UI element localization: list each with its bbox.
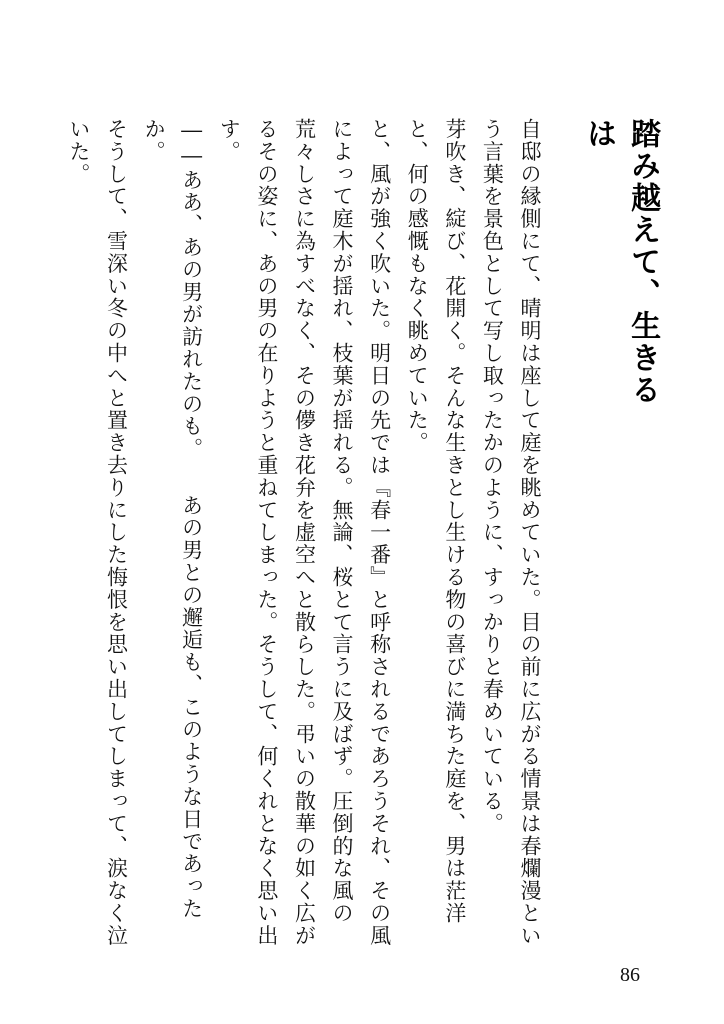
chapter-title: 踏み越えて、生きるは [581,118,661,406]
paragraph: と、風が強く吹いた。明日の先では『春一番』と呼称されるであろうそれ、その風によって庭木が揺れ、枝葉が揺れる。無論、桜とて言うに及ばず。圧倒的な風の荒々しさに為すべなく、その儚き花弁を虚空へと散らした。弔いの散華の如く広がるその姿に、あの男の在りようと重ねてしまった。そうして、何くれとなく思い出す。 [217,118,392,947]
body-text [66,118,548,958]
page-number: 86 [620,964,640,986]
paragraph: ――ああ、あの男が訪れたのも。 あの男との邂逅も、このような日であったか。 [142,118,204,920]
paragraph: そうして、雪深い冬の中へと置き去りにした悔恨を思い出してしまって、涙なく泣いた。 [66,118,129,947]
paragraph: 芽吹き、綻び、花開く。そんな生きとし生ける物の喜びに満ちた庭を、男は茫洋と、何の感慨もなく眺めていた。 [405,118,467,925]
paragraph: 自邸の縁側にて、晴明は座して庭を眺めていた。目の前に広がる情景は春爛漫という言葉を景色として写し取ったかのように、すっかりと春めいている。 [480,118,542,947]
